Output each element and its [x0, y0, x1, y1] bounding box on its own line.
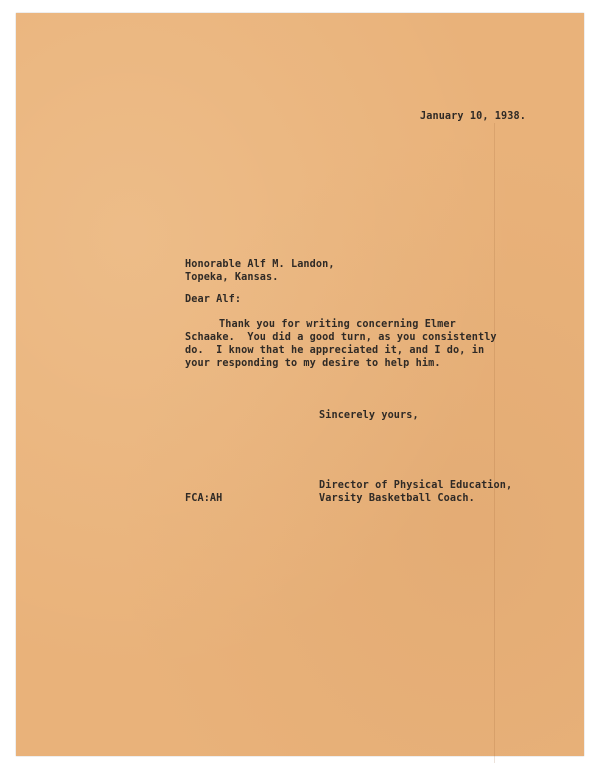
salutation: Dear Alf:: [185, 294, 242, 305]
closing: Sincerely yours,: [319, 410, 419, 421]
signer-title-2: Varsity Basketball Coach.: [319, 493, 475, 504]
body-line-2: Schaake. You did a good turn, as you consistently: [185, 332, 497, 343]
body-line-3: do. I know that he appreciated it, and I do, in: [185, 345, 485, 356]
body-line-4: your responding to my desire to help him.: [185, 358, 441, 369]
letter-page: [16, 13, 584, 756]
paper-crease: [494, 123, 495, 763]
recipient-location: Topeka, Kansas.: [185, 272, 279, 283]
letter-date: January 10, 1938.: [420, 111, 526, 122]
recipient-name: Honorable Alf M. Landon,: [185, 259, 335, 270]
reference-initials: FCA:AH: [185, 493, 223, 504]
body-line-1: Thank you for writing concerning Elmer: [219, 319, 456, 330]
signer-title-1: Director of Physical Education,: [319, 480, 513, 491]
